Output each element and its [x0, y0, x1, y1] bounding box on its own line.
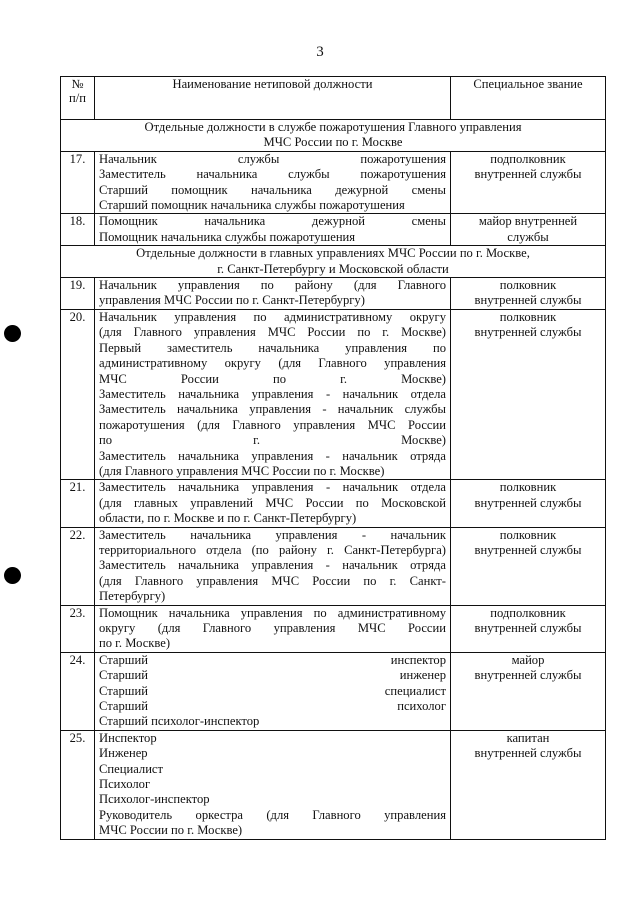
row-number: 22.	[61, 527, 95, 605]
position-name-line: Старший психолог	[99, 699, 446, 714]
special-rank	[451, 480, 606, 527]
position-name-line: Психолог-инспектор	[99, 792, 210, 807]
position-name-line: Первый заместитель начальника управления по	[99, 340, 446, 355]
position-name-line: (для Главного управления МЧС России по г. Санкт-	[99, 573, 446, 588]
position-name-line: Помощник начальника службы пожаротушения	[99, 229, 356, 244]
row-number: 20.	[61, 309, 95, 479]
table-header-row	[61, 77, 606, 120]
position-name-line: Заместитель начальника управления - начальник отряда	[99, 558, 446, 573]
table-row	[61, 214, 606, 246]
header-number-abbr: п/п	[69, 91, 86, 105]
punch-hole-icon	[4, 567, 21, 584]
row-number: 21.	[61, 480, 95, 527]
header-number	[61, 77, 95, 120]
position-name-line: Заместитель начальника управления - начальник службы	[99, 402, 446, 417]
position-name-line: территориального отдела (по району г. Санкт-Петербурга)	[99, 542, 446, 557]
position-names	[95, 605, 451, 652]
position-name-line: пожаротушения (для Главного управления МЧС России	[99, 417, 446, 432]
section-title	[61, 246, 606, 278]
position-name-line: Заместитель начальника управления - начальник отдела	[99, 480, 446, 495]
section-title-line: г. Санкт-Петербургу и Московской области	[217, 261, 449, 276]
positions-table	[60, 76, 606, 840]
position-name-line: Заместитель начальника управления - начальник	[99, 527, 446, 542]
special-rank	[451, 730, 606, 839]
position-name-line: Старший психолог-инспектор	[99, 714, 260, 729]
section-header-row	[61, 246, 606, 278]
section-title-line: МЧС России по г. Москве	[263, 135, 403, 150]
header-number-symbol: №	[71, 77, 84, 91]
position-name-line: (для главных управлений МЧС России по Московской	[99, 495, 446, 510]
special-rank-line: внутренней службы	[474, 746, 582, 761]
header-special-rank: Специальное звание	[451, 77, 606, 120]
special-rank	[451, 151, 606, 214]
position-name-line: Руководитель оркестра (для Главного управления	[99, 807, 446, 822]
position-name-line: Начальник управления по району (для Главного	[99, 278, 446, 293]
position-names	[95, 652, 451, 730]
special-rank-line: внутренней службы	[474, 668, 582, 683]
special-rank-line: полковник	[499, 309, 557, 324]
position-name-line: Старший помощник начальника службы пожаротушения	[99, 198, 405, 213]
position-name-line: Специалист	[99, 761, 164, 776]
table-row	[61, 652, 606, 730]
special-rank-line: майор	[511, 652, 545, 667]
special-rank	[451, 278, 606, 310]
special-rank-line: внутренней службы	[474, 293, 582, 308]
special-rank	[451, 214, 606, 246]
position-name-line: МЧС России по г. Москве)	[99, 371, 446, 386]
special-rank-line: полковник	[499, 278, 557, 293]
position-names	[95, 730, 451, 839]
position-name-line: Инспектор	[99, 730, 157, 745]
special-rank-line: полковник	[499, 480, 557, 495]
table-row	[61, 730, 606, 839]
position-name-line: Заместитель начальника службы пожаротушения	[99, 167, 446, 182]
position-name-line: Начальник службы пожаротушения	[99, 151, 446, 166]
special-rank	[451, 652, 606, 730]
position-names	[95, 151, 451, 214]
position-name-line: Помощник начальника дежурной смены	[99, 214, 446, 229]
special-rank	[451, 605, 606, 652]
position-names	[95, 214, 451, 246]
special-rank-line: внутренней службы	[474, 495, 582, 510]
position-name-line: Старший помощник начальника дежурной смены	[99, 182, 446, 197]
row-number: 18.	[61, 214, 95, 246]
table-body	[61, 120, 606, 840]
special-rank-line: полковник	[499, 527, 557, 542]
table-row	[61, 151, 606, 214]
page-number: 3	[316, 44, 324, 60]
position-name-line: Помощник начальника управления по административному	[99, 605, 446, 620]
table-row	[61, 480, 606, 527]
special-rank	[451, 527, 606, 605]
position-name-line: округу (для Главного управления МЧС России	[99, 621, 446, 635]
table-row	[61, 605, 606, 652]
position-name-line: Петербургу)	[99, 589, 166, 604]
section-header-row	[61, 120, 606, 152]
position-name-line: Психолог	[99, 777, 151, 792]
position-name-line: Старший инспектор	[99, 652, 446, 667]
special-rank-line: службы	[507, 229, 549, 244]
header-position-name: Наименование нетиповой должности	[95, 77, 451, 120]
position-name-line: области, по г. Москве и по г. Санкт-Петербургу)	[99, 511, 357, 526]
section-title-line: Отдельные должности в службе пожаротушения Главного управления	[144, 120, 522, 134]
special-rank-line: внутренней службы	[474, 325, 582, 340]
special-rank	[451, 309, 606, 479]
position-name-line: (для Главного управления МЧС России по г. Москве)	[99, 325, 446, 340]
position-names	[95, 278, 451, 310]
special-rank-line: капитан	[506, 730, 550, 745]
special-rank-line: подполковник	[490, 605, 566, 620]
position-name-line: Начальник управления по административному округу	[99, 309, 446, 324]
position-name-line: Заместитель начальника управления - начальник отдела	[99, 386, 446, 401]
table-row	[61, 278, 606, 310]
position-name-line: управления МЧС России по г. Санкт-Петербургу)	[99, 293, 365, 308]
position-name-line: административному округу (для Главного управления	[99, 356, 446, 371]
section-title-line: Отдельные должности в главных управлениях МЧС России по г. Москве,	[136, 246, 530, 261]
position-names	[95, 309, 451, 479]
row-number: 24.	[61, 652, 95, 730]
position-name-line: МЧС России по г. Москве)	[99, 823, 243, 838]
position-name-line: (для Главного управления МЧС России по г. Москве)	[99, 463, 385, 478]
position-names	[95, 527, 451, 605]
special-rank-line: майор внутренней	[478, 214, 578, 229]
position-name-line: Старший специалист	[99, 683, 446, 698]
row-number: 17.	[61, 151, 95, 214]
position-name-line: Заместитель начальника управления - начальник отряда	[99, 448, 446, 463]
punch-hole-icon	[4, 325, 21, 342]
row-number: 23.	[61, 605, 95, 652]
position-names	[95, 480, 451, 527]
special-rank-line: внутренней службы	[474, 542, 582, 557]
special-rank-line: подполковник	[490, 151, 566, 166]
position-name-line: по г. Москве)	[99, 636, 171, 651]
position-name-line: Инженер	[99, 746, 148, 761]
position-name-line: по г. Москве)	[99, 433, 446, 448]
special-rank-line: внутренней службы	[474, 167, 582, 182]
table-row	[61, 527, 606, 605]
row-number: 25.	[61, 730, 95, 839]
row-number: 19.	[61, 278, 95, 310]
position-name-line: Старший инженер	[99, 668, 446, 683]
section-title	[61, 120, 606, 152]
table-row	[61, 309, 606, 479]
special-rank-line: внутренней службы	[474, 621, 582, 635]
